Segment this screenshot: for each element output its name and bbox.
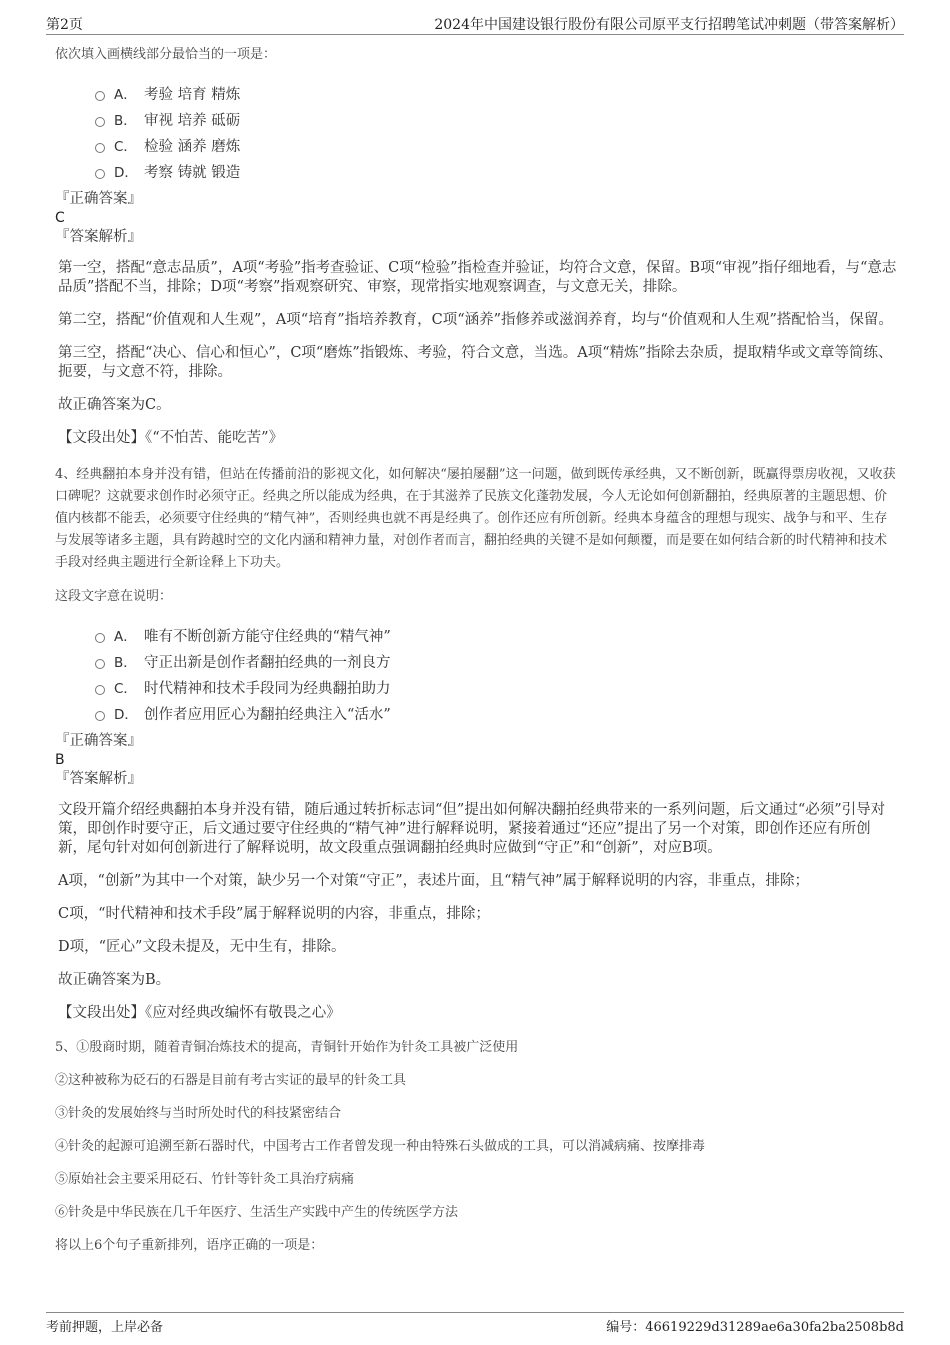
- page-footer: [46, 1312, 904, 1335]
- sentence-item: ⑤原始社会主要采用砭石、竹针等针灸工具治疗病痛: [55, 1172, 355, 1187]
- question-stem: 将以上6个句子重新排列，语序正确的一项是：: [55, 1238, 324, 1253]
- option-b[interactable]: B． 审视 培养 砥砺: [95, 106, 897, 132]
- sentence-item: ⑥针灸是中华民族在几千年医疗、生活生产实践中产生的传统医学方法: [55, 1205, 459, 1220]
- radio-icon[interactable]: [95, 685, 105, 695]
- correct-answer: C: [55, 210, 65, 226]
- option-c[interactable]: C． 时代精神和技术手段同为经典翻拍助力: [95, 674, 897, 700]
- option-a[interactable]: A． 唯有不断创新方能守住经典的“精气神”: [95, 622, 897, 648]
- question-stem: 依次填入画横线部分最恰当的一项是：: [55, 47, 277, 62]
- analysis-paragraph: 文段开篇介绍经典翻拍本身并没有错，随后通过转折标志词“但”提出如何解决翻拍经典带来的一系列问题，后文通过“必须”引导对策，即创作时要守正，后文通过要守住经典的“精气神”进行解释说明，紧接着通过“还应”提出了另一个对策，即创作还应有所创新，尾句针对如何创新进行了解释说明，故文段重点强调翻拍经典时应做到“守正”和“创新”，对应B项。: [58, 802, 886, 856]
- sentence-item: ③针灸的发展始终与当时所处时代的科技紧密结合: [55, 1106, 342, 1121]
- analysis-paragraph: A项，“创新”为其中一个对策，缺少另一个对策“守正”，表述片面，且“精气神”属于解释说明的内容，非重点，排除；: [58, 873, 809, 889]
- question-5: [55, 1039, 897, 1255]
- analysis-paragraph: C项，“时代精神和技术手段”属于解释说明的内容，非重点，排除；: [58, 906, 490, 922]
- option-d[interactable]: D． 考察 铸就 锻造: [95, 158, 897, 184]
- option-b[interactable]: B． 守正出新是创作者翻拍经典的一剂良方: [95, 648, 897, 674]
- analysis-paragraph: 第二空，搭配“价值观和人生观”，A项“培育”指培养教育，C项“涵养”指修养或滋润养育，均与“价值观和人生观”搭配恰当，保留。: [58, 312, 893, 328]
- analysis-label: 『答案解析』: [55, 771, 142, 787]
- analysis-paragraph: D项，“匠心”文段未提及，无中生有，排除。: [58, 939, 346, 955]
- source-citation: 【文段出处】《应对经典改编怀有敬畏之心》: [58, 1005, 341, 1021]
- radio-icon[interactable]: [95, 117, 105, 127]
- radio-icon[interactable]: [95, 91, 105, 101]
- main-content: [55, 44, 897, 1270]
- analysis-label: 『答案解析』: [55, 229, 142, 245]
- question-text: 4、经典翻拍本身并没有错，但站在传播前沿的影视文化，如何解决“屡拍屡翻”这一问题，做到既传承经典，又不断创新，既赢得票房收视，又收获口碑呢？这就要求创作时必须守正。经典之所以能成为经典，在于其滋养了民族文化蓬勃发展，今人无论如何创新翻拍，经典原著的主题思想、价值内核都不能丢，必须要守住经典的“精气神”，否则经典也就不再是经典了。创作还应有所创新。经典本身蕴含的理想与现实、战争与和平、生存与发展等诸多主题，具有跨越时空的文化内涵和精神力量，对创作者而言，翻拍经典的关键不是如何颠覆，而是要在如何结合新的时代精神和技术手段对经典主题进行全新诠释上下功夫。: [55, 467, 896, 570]
- radio-icon[interactable]: [95, 633, 105, 643]
- page-number: 第2页: [46, 17, 83, 33]
- correct-answer: B: [55, 752, 65, 768]
- analysis-paragraph: 第一空，搭配“意志品质”，A项“考验”指考查验证、C项“检验”指检查并验证，均符合文意，保留。B项“审视”指仔细地看，与“意志品质”搭配不当，排除；D项“考察”指观察研究、审察，现常指实地观察调查，与文意无关，排除。: [58, 260, 897, 295]
- question-stem: 这段文字意在说明：: [55, 589, 173, 604]
- sentence-item: ④针灸的起源可追溯至新石器时代，中国考古工作者曾发现一种由特殊石头做成的工具，可以消减病痛、按摩排毒: [55, 1139, 706, 1154]
- option-a[interactable]: A． 考验 培育 精炼: [95, 80, 897, 106]
- radio-icon[interactable]: [95, 143, 105, 153]
- page-header: [46, 10, 904, 35]
- answer-label: 『正确答案』: [55, 733, 142, 749]
- option-d[interactable]: D． 创作者应用匠心为翻拍经典注入“活水”: [95, 700, 897, 726]
- analysis-paragraph: 第三空，搭配“决心、信心和恒心”，C项“磨炼”指锻炼、考验，符合文意，当选。A项“精炼”指除去杂质，提取精华或文章等简练、扼要，与文意不符，排除。: [58, 345, 893, 380]
- source-citation: 【文段出处】《“不怕苦、能吃苦”》: [58, 430, 284, 446]
- option-list: [95, 622, 897, 726]
- analysis-conclusion: 故正确答案为B。: [58, 972, 171, 988]
- option-c[interactable]: C． 检验 涵养 磨炼: [95, 132, 897, 158]
- document-title: 2024年中国建设银行股份有限公司原平支行招聘笔试冲刺题（带答案解析）: [434, 17, 904, 33]
- answer-label: 『正确答案』: [55, 191, 142, 207]
- sentence-item: 5、①殷商时期，随着青铜冶炼技术的提高，青铜针开始作为针灸工具被广泛使用: [55, 1040, 519, 1055]
- option-list: [95, 80, 897, 184]
- radio-icon[interactable]: [95, 169, 105, 179]
- radio-icon[interactable]: [95, 711, 105, 721]
- radio-icon[interactable]: [95, 659, 105, 669]
- footer-slogan: 考前押题，上岸必备: [46, 1320, 164, 1335]
- document-id: 编号：46619229d31289ae6a30fa2ba2508b8d: [606, 1320, 904, 1335]
- sentence-item: ②这种被称为砭石的石器是目前有考古实证的最早的针灸工具: [55, 1073, 407, 1088]
- analysis-conclusion: 故正确答案为C。: [58, 397, 171, 413]
